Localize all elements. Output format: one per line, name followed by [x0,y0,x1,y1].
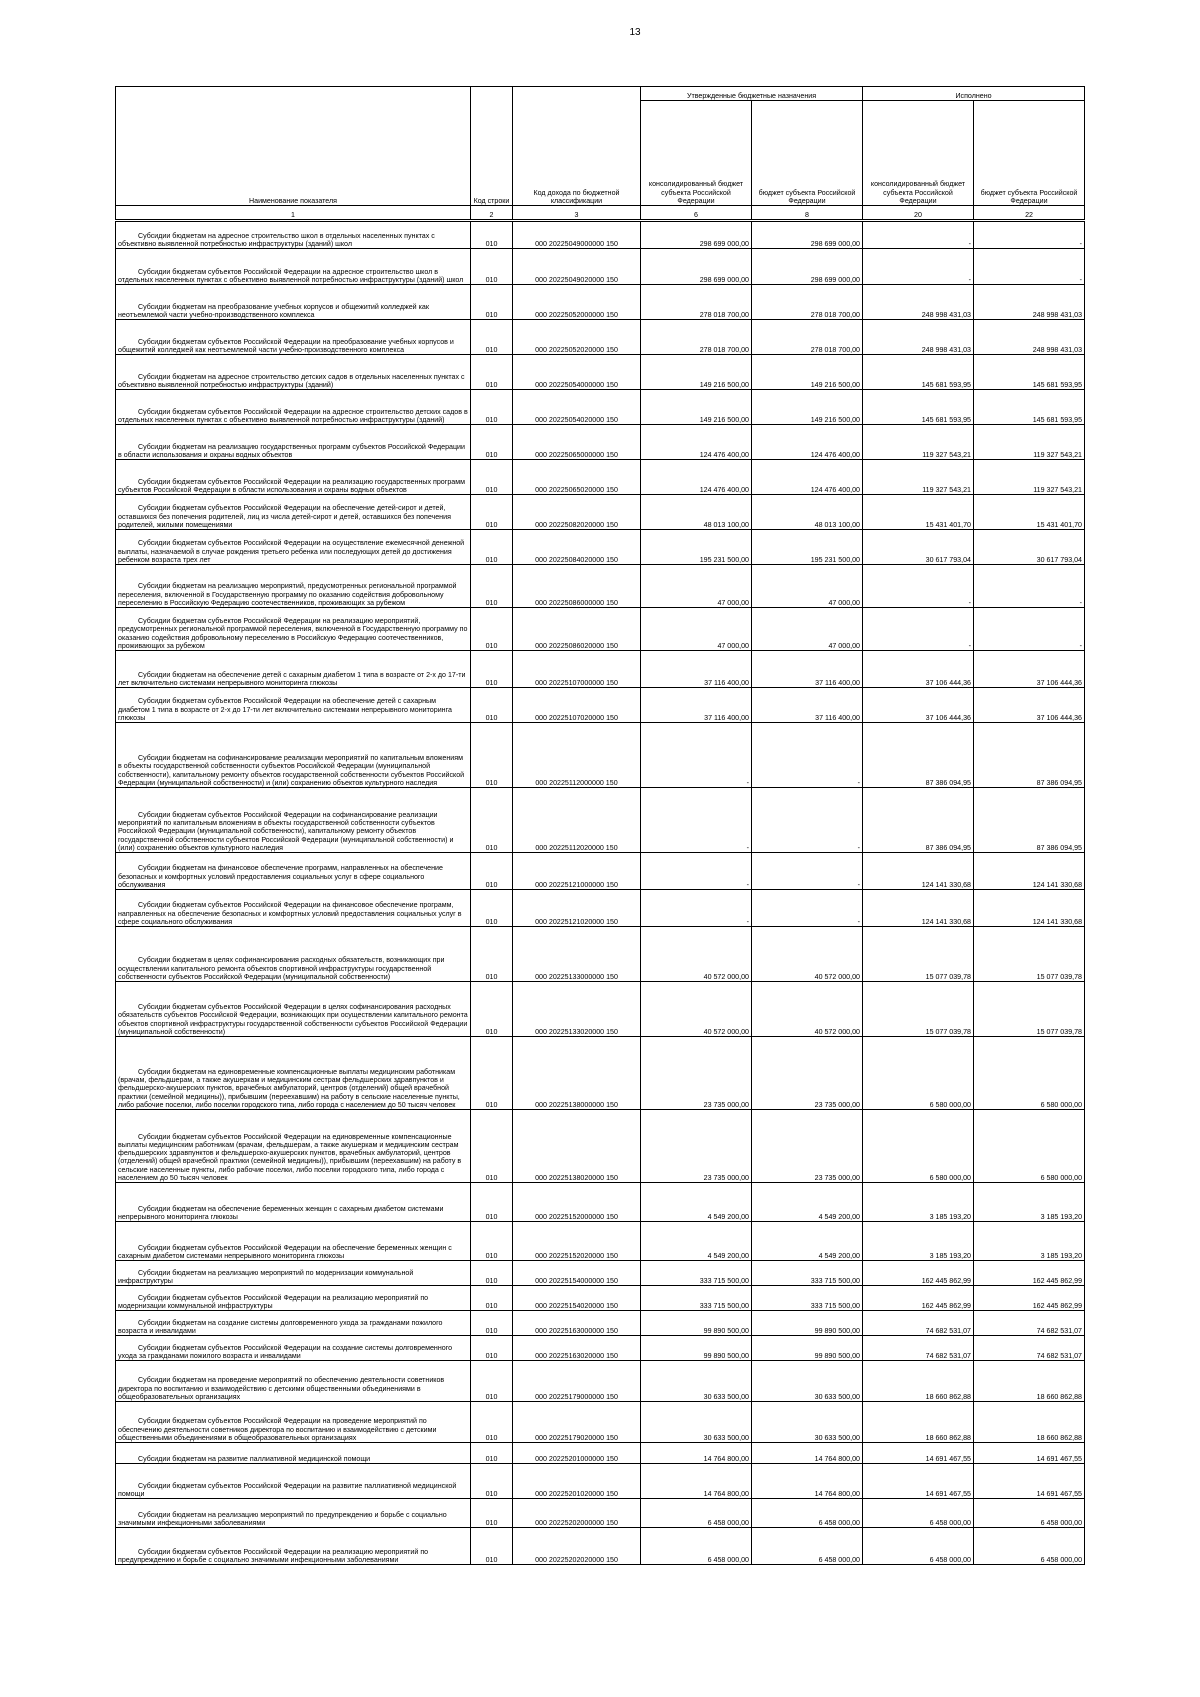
row-code: 010 [471,1261,513,1286]
row-approved-subject: 30 633 500,00 [752,1361,863,1402]
row-approved-consolidated: 4 549 200,00 [641,1183,752,1222]
row-name: Субсидии бюджетам на реализацию государственных программ субъектов Российской Федерации в области использования и охраны водных объектов [116,425,471,460]
row-approved-consolidated: 6 458 000,00 [641,1528,752,1565]
row-approved-consolidated: 99 890 500,00 [641,1311,752,1336]
row-executed-consolidated: 6 458 000,00 [863,1499,974,1528]
row-approved-subject: 37 116 400,00 [752,651,863,688]
table-row [116,1464,1085,1499]
row-name: Субсидии бюджетам субъектов Российской Федерации на развитие паллиативной медицинской помощи [116,1464,471,1499]
table-row [116,1183,1085,1222]
table-row [116,1037,1085,1110]
table-row [116,460,1085,495]
row-name: Субсидии бюджетам на реализацию мероприятий по модернизации коммунальной инфраструктуры [116,1261,471,1286]
table-row [116,1110,1085,1183]
row-executed-consolidated: 15 077 039,78 [863,982,974,1037]
row-kbk: 000 20225052000000 150 [513,285,641,320]
row-approved-subject: 124 476 400,00 [752,425,863,460]
row-executed-subject: 119 327 543,21 [974,460,1085,495]
row-code: 010 [471,927,513,982]
row-name: Субсидии бюджетам на обеспечение беременных женщин с сахарным диабетом системами непрерывного мониторинга глюкозы [116,1183,471,1222]
table-row [116,788,1085,853]
row-approved-subject: 99 890 500,00 [752,1336,863,1361]
row-kbk: 000 20225054020000 150 [513,390,641,425]
row-executed-consolidated: 119 327 543,21 [863,425,974,460]
page-number: 13 [629,27,641,38]
col-number: 3 [513,206,641,221]
row-approved-subject: 4 549 200,00 [752,1222,863,1261]
row-approved-consolidated: 37 116 400,00 [641,688,752,723]
row-approved-consolidated: 14 764 800,00 [641,1443,752,1464]
header-executed-consolidated: консолидированный бюджет субъекта Российской Федерации [863,101,974,206]
row-approved-consolidated: 30 633 500,00 [641,1361,752,1402]
row-code: 010 [471,565,513,608]
row-executed-subject: 18 660 862,88 [974,1361,1085,1402]
row-approved-consolidated: 23 735 000,00 [641,1110,752,1183]
row-executed-subject: 3 185 193,20 [974,1222,1085,1261]
col-number: 20 [863,206,974,221]
table-row [116,1261,1085,1286]
row-code: 010 [471,1402,513,1443]
row-name: Субсидии бюджетам субъектов Российской Федерации в целях софинансирования расходных обязательств субъектов Российской Федерации, возникающих при осуществлении капитального ремонта объектов спортивной инфраструктуры государственной собственности субъектов Российской Федерации (муниципальной собственности) [116,982,471,1037]
row-kbk: 000 20225154020000 150 [513,1286,641,1311]
row-executed-consolidated: 15 431 401,70 [863,495,974,530]
row-name: Субсидии бюджетам на адресное строительство детских садов в отдельных населенных пунктах с объективно выявленной потребностью инфраструктуры (зданий) [116,355,471,390]
row-code: 010 [471,788,513,853]
row-name: Субсидии бюджетам субъектов Российской Федерации на реализацию мероприятий по модернизации коммунальной инфраструктуры [116,1286,471,1311]
row-name: Субсидии бюджетам на преобразование учебных корпусов и общежитий колледжей как неотъемлемой части учебно-производственного комплекса [116,285,471,320]
table-body [116,221,1085,1565]
table-row [116,221,1085,249]
row-kbk: 000 20225179000000 150 [513,1361,641,1402]
row-code: 010 [471,1222,513,1261]
row-approved-consolidated: 333 715 500,00 [641,1261,752,1286]
row-executed-consolidated: 37 106 444,36 [863,651,974,688]
row-code: 010 [471,390,513,425]
row-approved-subject: 6 458 000,00 [752,1528,863,1565]
table-row [116,1528,1085,1565]
row-code: 010 [471,982,513,1037]
row-kbk: 000 20225086020000 150 [513,608,641,651]
row-approved-consolidated: 4 549 200,00 [641,1222,752,1261]
row-executed-consolidated: - [863,565,974,608]
row-kbk: 000 20225154000000 150 [513,1261,641,1286]
row-executed-subject: 87 386 094,95 [974,788,1085,853]
row-executed-subject: 145 681 593,95 [974,355,1085,390]
row-executed-consolidated: 37 106 444,36 [863,688,974,723]
row-approved-subject: - [752,788,863,853]
row-executed-subject: 162 445 862,99 [974,1261,1085,1286]
row-executed-subject: 15 077 039,78 [974,982,1085,1037]
row-executed-consolidated: 162 445 862,99 [863,1286,974,1311]
row-name: Субсидии бюджетам в целях софинансирования расходных обязательств, возникающих при осуществлении капитального ремонта объектов спортивной инфраструктуры государственной собственности субъектов Российской Федерации (муниципальной собственности) [116,927,471,982]
row-name: Субсидии бюджетам на реализацию мероприятий, предусмотренных региональной программой переселения, включенной в Государственную программу по оказанию содействия добровольному переселению в Российскую Федерацию соотечественников, проживающих за рубежом [116,565,471,608]
row-approved-consolidated: - [641,723,752,788]
row-code: 010 [471,853,513,890]
row-approved-consolidated: 40 572 000,00 [641,982,752,1037]
row-approved-subject: 30 633 500,00 [752,1402,863,1443]
row-approved-subject: 278 018 700,00 [752,285,863,320]
row-executed-consolidated: 145 681 593,95 [863,355,974,390]
budget-execution-table [115,86,1085,1565]
row-kbk: 000 20225201020000 150 [513,1464,641,1499]
row-name: Субсидии бюджетам субъектов Российской Федерации на преобразование учебных корпусов и общежитий колледжей как неотъемлемой части учебно-производственного комплекса [116,320,471,355]
row-executed-consolidated: - [863,608,974,651]
row-executed-consolidated: - [863,221,974,249]
row-executed-consolidated: 14 691 467,55 [863,1464,974,1499]
row-kbk: 000 20225202000000 150 [513,1499,641,1528]
row-approved-consolidated: 99 890 500,00 [641,1336,752,1361]
table-row [116,1222,1085,1261]
row-name: Субсидии бюджетам субъектов Российской Федерации на обеспечение детей с сахарным диабетом 1 типа в возрасте от 2-х до 17-ти лет включительно системами непрерывного мониторинга глюкозы [116,688,471,723]
row-name: Субсидии бюджетам на развитие паллиативной медицинской помощи [116,1443,471,1464]
row-executed-subject: - [974,565,1085,608]
row-approved-subject: 278 018 700,00 [752,320,863,355]
row-approved-subject: - [752,723,863,788]
row-executed-consolidated: 145 681 593,95 [863,390,974,425]
row-name: Субсидии бюджетам субъектов Российской Федерации на реализацию мероприятий по предупреждению и борьбе с социально значимыми инфекционными заболеваниями [116,1528,471,1565]
row-executed-subject: 119 327 543,21 [974,425,1085,460]
row-approved-subject: 23 735 000,00 [752,1037,863,1110]
row-executed-consolidated: 18 660 862,88 [863,1402,974,1443]
table-row [116,1286,1085,1311]
table-row [116,723,1085,788]
header-approved-subject: бюджет субъекта Российской Федерации [752,101,863,206]
row-kbk: 000 20225049020000 150 [513,249,641,285]
row-name: Субсидии бюджетам на софинансирование реализации мероприятий по капитальным вложениям в объекты государственной собственности субъектов Российской Федерации (муниципальной собственности), капитальному ремонту объектов государственной собственности субъектов Российской Федерации (муниципальной собственности) и (или) сохранению объектов культурного наследия [116,723,471,788]
row-approved-consolidated: 298 699 000,00 [641,221,752,249]
row-kbk: 000 20225202020000 150 [513,1528,641,1565]
row-executed-subject: 18 660 862,88 [974,1402,1085,1443]
row-code: 010 [471,1336,513,1361]
row-kbk: 000 20225138020000 150 [513,1110,641,1183]
row-name: Субсидии бюджетам на реализацию мероприятий по предупреждению и борьбе с социально значимыми инфекционными заболеваниями [116,1499,471,1528]
row-name: Субсидии бюджетам субъектов Российской Федерации на создание системы долговременного ухода за гражданами пожилого возраста и инвалидами [116,1336,471,1361]
row-name: Субсидии бюджетам субъектов Российской Федерации на реализацию мероприятий, предусмотренных региональной программой переселения, включенной в Государственную программу по оказанию содействия добровольному переселению в Российскую Федерацию соотечественников, проживающих за рубежом [116,608,471,651]
row-executed-subject: 37 106 444,36 [974,651,1085,688]
row-code: 010 [471,320,513,355]
header-kbk: Код дохода по бюджетной классификации [513,87,641,206]
row-executed-subject: - [974,221,1085,249]
row-executed-subject: 74 682 531,07 [974,1336,1085,1361]
row-executed-consolidated: 74 682 531,07 [863,1311,974,1336]
row-approved-subject: 333 715 500,00 [752,1261,863,1286]
row-approved-consolidated: 48 013 100,00 [641,495,752,530]
row-approved-consolidated: 124 476 400,00 [641,425,752,460]
row-kbk: 000 20225179020000 150 [513,1402,641,1443]
row-executed-subject: 14 691 467,55 [974,1464,1085,1499]
row-code: 010 [471,651,513,688]
row-approved-consolidated: 6 458 000,00 [641,1499,752,1528]
row-approved-subject: 6 458 000,00 [752,1499,863,1528]
row-executed-consolidated: 162 445 862,99 [863,1261,974,1286]
row-kbk: 000 20225084020000 150 [513,530,641,565]
row-approved-consolidated: 37 116 400,00 [641,651,752,688]
row-executed-subject: 124 141 330,68 [974,853,1085,890]
row-name: Субсидии бюджетам субъектов Российской Федерации на адресное строительство детских садов в отдельных населенных пунктах с объективно выявленной потребностью инфраструктуры (зданий) [116,390,471,425]
table-row [116,285,1085,320]
row-code: 010 [471,285,513,320]
row-executed-consolidated: 248 998 431,03 [863,285,974,320]
row-code: 010 [471,608,513,651]
row-kbk: 000 20225065000000 150 [513,425,641,460]
row-approved-subject: 149 216 500,00 [752,390,863,425]
row-approved-consolidated: 149 216 500,00 [641,355,752,390]
row-code: 010 [471,460,513,495]
row-approved-consolidated: 333 715 500,00 [641,1286,752,1311]
row-executed-consolidated: 6 458 000,00 [863,1528,974,1565]
row-name: Субсидии бюджетам субъектов Российской Федерации на финансовое обеспечение программ, направленных на обеспечение безопасных и комфортных условий предоставления социальных услуг в сфере социального обслуживания [116,890,471,927]
row-kbk: 000 20225152020000 150 [513,1222,641,1261]
row-executed-consolidated: 119 327 543,21 [863,460,974,495]
row-code: 010 [471,221,513,249]
row-kbk: 000 20225112000000 150 [513,723,641,788]
header-group-executed: Исполнено [863,87,1085,101]
header-code: Код строки [471,87,513,206]
row-executed-subject: 37 106 444,36 [974,688,1085,723]
row-executed-subject: - [974,608,1085,651]
row-code: 010 [471,1443,513,1464]
col-number: 6 [641,206,752,221]
row-name: Субсидии бюджетам на финансовое обеспечение программ, направленных на обеспечение безопасных и комфортных условий предоставления социальных услуг в сфере социального обслуживания [116,853,471,890]
table-row [116,853,1085,890]
row-name: Субсидии бюджетам на обеспечение детей с сахарным диабетом 1 типа в возрасте от 2-х до 17-ти лет включительно системами непрерывного мониторинга глюкозы [116,651,471,688]
row-executed-subject: 14 691 467,55 [974,1443,1085,1464]
row-executed-subject: - [974,249,1085,285]
row-kbk: 000 20225112020000 150 [513,788,641,853]
row-approved-consolidated: 149 216 500,00 [641,390,752,425]
row-approved-subject: 14 764 800,00 [752,1464,863,1499]
row-approved-subject: - [752,890,863,927]
col-number: 8 [752,206,863,221]
table-row [116,890,1085,927]
row-approved-subject: 124 476 400,00 [752,460,863,495]
row-approved-consolidated: 47 000,00 [641,608,752,651]
row-executed-consolidated: 248 998 431,03 [863,320,974,355]
row-executed-consolidated: 14 691 467,55 [863,1443,974,1464]
row-code: 010 [471,723,513,788]
row-executed-consolidated: 6 580 000,00 [863,1037,974,1110]
table-row [116,249,1085,285]
row-approved-consolidated: 47 000,00 [641,565,752,608]
row-approved-subject: 14 764 800,00 [752,1443,863,1464]
row-approved-consolidated: 278 018 700,00 [641,320,752,355]
row-kbk: 000 20225133000000 150 [513,927,641,982]
row-approved-subject: 47 000,00 [752,565,863,608]
row-approved-subject: 23 735 000,00 [752,1110,863,1183]
table-row [116,565,1085,608]
row-name: Субсидии бюджетам субъектов Российской Федерации на адресное строительство школ в отдельных населенных пунктах с объективно выявленной потребностью инфраструктуры (зданий) школ [116,249,471,285]
row-name: Субсидии бюджетам на адресное строительство школ в отдельных населенных пунктах с объективно выявленной потребностью инфраструктуры (зданий) школ [116,221,471,249]
row-executed-subject: 15 431 401,70 [974,495,1085,530]
row-code: 010 [471,890,513,927]
header-group-approved: Утвержденные бюджетные назначения [641,87,863,101]
table-row [116,982,1085,1037]
row-approved-subject: 47 000,00 [752,608,863,651]
row-executed-consolidated: 124 141 330,68 [863,853,974,890]
row-code: 010 [471,1286,513,1311]
row-name: Субсидии бюджетам субъектов Российской Федерации на софинансирование реализации мероприятий по капитальным вложениям в объекты государственной собственности субъектов Российской Федерации (муниципальной собственности), капитальному ремонту объектов государственной собственности субъектов Российской Федерации (муниципальной собственности) и (или) сохранению объектов культурного наследия [116,788,471,853]
row-executed-subject: 15 077 039,78 [974,927,1085,982]
table-row [116,1402,1085,1443]
row-approved-consolidated: 124 476 400,00 [641,460,752,495]
row-name: Субсидии бюджетам субъектов Российской Федерации на реализацию государственных программ субъектов Российской Федерации в области использования и охраны водных объектов [116,460,471,495]
row-approved-subject: 37 116 400,00 [752,688,863,723]
col-number: 1 [116,206,471,221]
table-row [116,530,1085,565]
row-code: 010 [471,1499,513,1528]
row-executed-consolidated: 3 185 193,20 [863,1222,974,1261]
row-kbk: 000 20225133020000 150 [513,982,641,1037]
row-kbk: 000 20225054000000 150 [513,355,641,390]
header-name: Наименование показателя [116,87,471,206]
table-row [116,688,1085,723]
row-code: 010 [471,1528,513,1565]
table-row [116,1336,1085,1361]
row-executed-consolidated: 15 077 039,78 [863,927,974,982]
row-kbk: 000 20225086000000 150 [513,565,641,608]
row-name: Субсидии бюджетам субъектов Российской Федерации на единовременные компенсационные выплаты медицинским работникам (врачам, фельдшерам, а также акушеркам и медицинским сестрам фельдшерских здравпунктов и фельдшерско-акушерских пунктов, врачебных амбулаторий, центров (отделений) общей врачебной практики (семейной медицины)), прибывшим (переехавшим) на работу в сельские населенные пункты, либо рабочие поселки, либо поселки городского типа, либо города с населением до 50 тысяч человек [116,1110,471,1183]
row-approved-subject: 99 890 500,00 [752,1311,863,1336]
row-approved-subject: 333 715 500,00 [752,1286,863,1311]
row-kbk: 000 20225049000000 150 [513,221,641,249]
col-number: 2 [471,206,513,221]
table-row [116,495,1085,530]
row-approved-consolidated: 14 764 800,00 [641,1464,752,1499]
row-approved-consolidated: 278 018 700,00 [641,285,752,320]
row-name: Субсидии бюджетам субъектов Российской Федерации на осуществление ежемесячной денежной выплаты, назначаемой в случае рождения третьего ребенка или последующих детей до достижения ребенком возраста трех лет [116,530,471,565]
row-executed-consolidated: 87 386 094,95 [863,723,974,788]
row-code: 010 [471,530,513,565]
row-kbk: 000 20225121000000 150 [513,853,641,890]
row-kbk: 000 20225052020000 150 [513,320,641,355]
row-executed-subject: 6 580 000,00 [974,1037,1085,1110]
row-executed-consolidated: 87 386 094,95 [863,788,974,853]
row-executed-subject: 248 998 431,03 [974,320,1085,355]
table-row [116,425,1085,460]
row-executed-consolidated: 30 617 793,04 [863,530,974,565]
row-code: 010 [471,1311,513,1336]
row-executed-subject: 6 458 000,00 [974,1528,1085,1565]
row-executed-subject: 124 141 330,68 [974,890,1085,927]
row-executed-subject: 87 386 094,95 [974,723,1085,788]
row-kbk: 000 20225065020000 150 [513,460,641,495]
row-kbk: 000 20225163000000 150 [513,1311,641,1336]
table-row [116,1311,1085,1336]
header-approved-consolidated: консолидированный бюджет субъекта Российской Федерации [641,101,752,206]
row-name: Субсидии бюджетам на единовременные компенсационные выплаты медицинским работникам (врачам, фельдшерам, а также акушеркам и медицинским сестрам фельдшерских здравпунктов и фельдшерско-акушерских пунктов, врачебных амбулаторий, центров (отделений) общей врачебной практики (семейной медицины)), прибывшим (переехавшим) на работу в сельские населенные пункты, либо рабочие поселки, либо поселки городского типа, либо города с населением до 50 тысяч человек [116,1037,471,1110]
col-number: 22 [974,206,1085,221]
row-approved-consolidated: - [641,853,752,890]
row-name: Субсидии бюджетам на проведение мероприятий по обеспечению деятельности советников директора по воспитанию и взаимодействию с детскими общественными объединениями в общеобразовательных организациях [116,1361,471,1402]
row-name: Субсидии бюджетам на создание системы долговременного ухода за гражданами пожилого возраста и инвалидами [116,1311,471,1336]
table-row [116,651,1085,688]
row-executed-consolidated: - [863,249,974,285]
row-approved-consolidated: 298 699 000,00 [641,249,752,285]
table-row [116,320,1085,355]
table-row [116,927,1085,982]
table-row [116,608,1085,651]
row-approved-consolidated: - [641,890,752,927]
row-kbk: 000 20225082020000 150 [513,495,641,530]
row-approved-subject: 298 699 000,00 [752,221,863,249]
table-row [116,1499,1085,1528]
row-approved-consolidated: 30 633 500,00 [641,1402,752,1443]
row-code: 010 [471,1361,513,1402]
row-executed-subject: 248 998 431,03 [974,285,1085,320]
row-kbk: 000 20225121020000 150 [513,890,641,927]
row-kbk: 000 20225152000000 150 [513,1183,641,1222]
row-approved-subject: 40 572 000,00 [752,982,863,1037]
row-executed-consolidated: 18 660 862,88 [863,1361,974,1402]
row-approved-subject: 4 549 200,00 [752,1183,863,1222]
table-row [116,355,1085,390]
row-code: 010 [471,1183,513,1222]
row-approved-consolidated: 23 735 000,00 [641,1037,752,1110]
row-code: 010 [471,495,513,530]
header-executed-subject: бюджет субъекта Российской Федерации [974,101,1085,206]
row-name: Субсидии бюджетам субъектов Российской Федерации на обеспечение детей-сирот и детей, оставшихся без попечения родителей, лиц из числа детей-сирот и детей, оставшихся без попечения родителей, жилыми помещениями [116,495,471,530]
row-code: 010 [471,355,513,390]
row-executed-subject: 145 681 593,95 [974,390,1085,425]
row-code: 010 [471,688,513,723]
row-executed-subject: 74 682 531,07 [974,1311,1085,1336]
row-approved-subject: 149 216 500,00 [752,355,863,390]
row-approved-subject: 40 572 000,00 [752,927,863,982]
table-row [116,1443,1085,1464]
row-code: 010 [471,425,513,460]
row-executed-subject: 6 458 000,00 [974,1499,1085,1528]
row-executed-subject: 30 617 793,04 [974,530,1085,565]
row-executed-consolidated: 3 185 193,20 [863,1183,974,1222]
row-kbk: 000 20225201000000 150 [513,1443,641,1464]
table-row [116,390,1085,425]
row-executed-consolidated: 6 580 000,00 [863,1110,974,1183]
row-kbk: 000 20225163020000 150 [513,1336,641,1361]
row-kbk: 000 20225138000000 150 [513,1037,641,1110]
row-code: 010 [471,1110,513,1183]
row-kbk: 000 20225107000000 150 [513,651,641,688]
row-approved-consolidated: - [641,788,752,853]
row-code: 010 [471,249,513,285]
row-approved-subject: 195 231 500,00 [752,530,863,565]
row-approved-subject: 48 013 100,00 [752,495,863,530]
row-kbk: 000 20225107020000 150 [513,688,641,723]
row-executed-consolidated: 124 141 330,68 [863,890,974,927]
row-name: Субсидии бюджетам субъектов Российской Федерации на проведение мероприятий по обеспечению деятельности советников директора по воспитанию и взаимодействию с детскими общественными объединениями в общеобразовательных организациях [116,1402,471,1443]
row-code: 010 [471,1037,513,1110]
row-executed-subject: 162 445 862,99 [974,1286,1085,1311]
row-approved-consolidated: 195 231 500,00 [641,530,752,565]
row-approved-subject: 298 699 000,00 [752,249,863,285]
table-row [116,1361,1085,1402]
row-code: 010 [471,1464,513,1499]
row-approved-consolidated: 40 572 000,00 [641,927,752,982]
row-executed-subject: 6 580 000,00 [974,1110,1085,1183]
row-approved-subject: - [752,853,863,890]
row-executed-subject: 3 185 193,20 [974,1183,1085,1222]
row-executed-consolidated: 74 682 531,07 [863,1336,974,1361]
row-name: Субсидии бюджетам субъектов Российской Федерации на обеспечение беременных женщин с сахарным диабетом системами непрерывного мониторинга глюкозы [116,1222,471,1261]
